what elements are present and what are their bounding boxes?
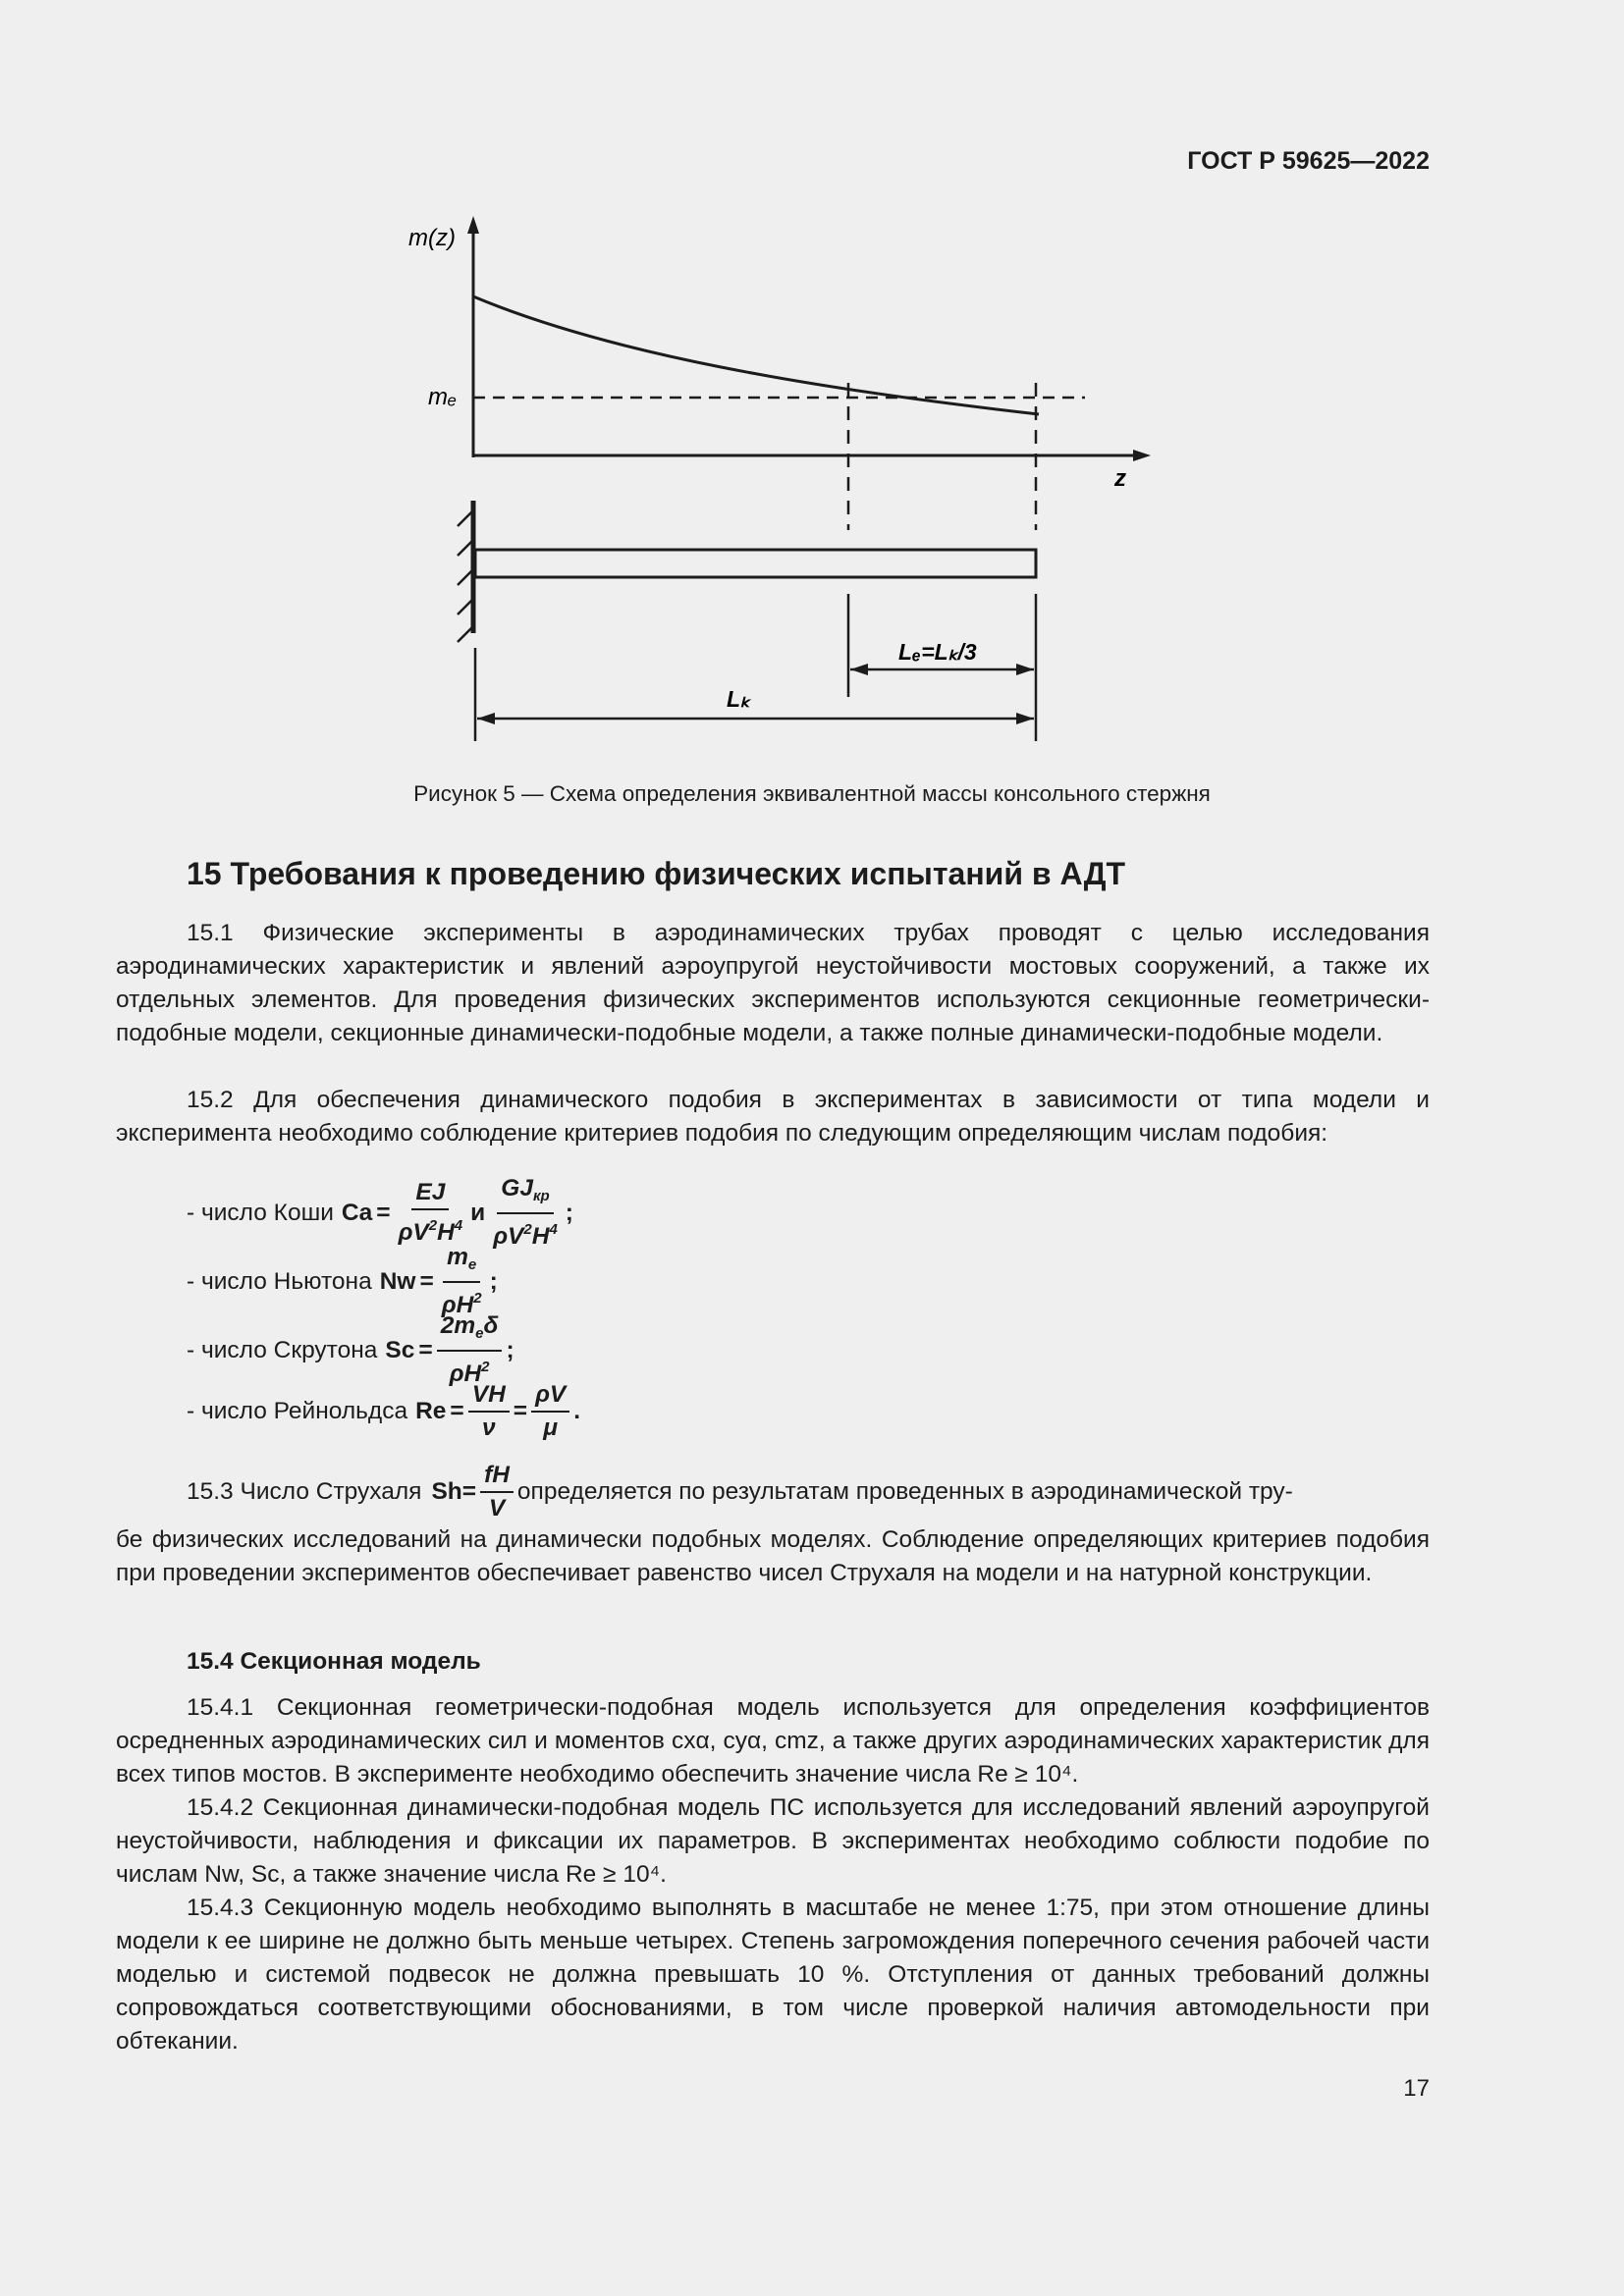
fraction: $\frac{VH}{\nu}$ [468, 1380, 510, 1443]
formula-scruton: - число Скрутона Sc = $\frac{2m_e\delta}{\rho H^2}$ ; [187, 1312, 514, 1387]
p15-3-end: определяется по результатам проведенных в аэродинамической тру- [516, 1478, 1293, 1505]
section-title: 15 Требования к проведению физических испытаний в АДТ [187, 856, 1126, 891]
dim-label-le: Lₑ=Lₖ/3 [898, 639, 977, 665]
paragraph-15-1: 15.1 Физические эксперименты в аэродинамических трубах проводят с целью исследования аэродинамических характеристик и явлений аэроупругой неустойчивости мостовых сооружений, а также их отдельных элементов. Для проведения физических экспериментов используются секционные геометрически-подобные модели, секционные динамически-подобные модели, а также полные динамически-подобные модели. [116, 920, 1430, 1046]
paragraph-15-2: 15.2 Для обеспечения динамического подобия в экспериментах в зависимости от типа модели и эксперимента необходимо соблюдение критериев подобия по следующим определяющим числам подобия: [116, 1087, 1430, 1147]
y-axis-label: m(z) [408, 225, 456, 251]
fraction: $\frac{2m_e\delta}{\rho H^2}$ [437, 1311, 503, 1389]
formula-symbol: Ca [341, 1199, 373, 1226]
figure-drawing [393, 216, 1159, 766]
dim-arrow [850, 664, 868, 675]
level-label: mₑ [428, 384, 458, 410]
y-axis-arrow [467, 216, 479, 234]
formula-cauchy: - число Коши Ca = $\frac{EJ}{\rho V^2H^4}$ и $\frac{GJ_{кр}}{\rho V^2H^4}$ ; [187, 1175, 573, 1250]
formula-reynolds: - число Рейнольдса Re = $\frac{VH}{\nu}$ = $\frac{\rho V}{\mu}$ . [187, 1381, 581, 1441]
paragraph-15-4-3: 15.4.3 Секционную модель необходимо выполнять в масштабе не менее 1:75, при этом отношение длины модели к ее ширине не должно быть меньше четырех. Степень загромождения поперечного сечения рабочей части моделью и системой подвесок не должна превышать 10 %. Отступления от данных требований должны сопровождаться соответствующими обоснованиями, в том числе проверкой наличия автомодельности при обтекании. [116, 1895, 1430, 2055]
fraction: $\frac{GJ_{кр}}{\rho V^2H^4}$ [493, 1175, 558, 1250]
page-number: 17 [1403, 2075, 1430, 2102]
paragraph-15-3-cont: бе физических исследований на динамически подобных моделях. Соблюдение определяющих критериев подобия при проведении экспериментов обеспечивает равенство чисел Струхаля на модели и на натурной конструкции. [116, 1526, 1430, 1586]
dim-arrow [1016, 664, 1034, 675]
formula-label: - число Ньютона [187, 1267, 372, 1295]
and-word: и [470, 1199, 486, 1226]
cantilever-beam [475, 550, 1036, 577]
formula-symbol: Nw [379, 1267, 416, 1295]
strouhal-symbol: Sh [431, 1478, 462, 1505]
dim-label-lk: Lₖ [727, 686, 750, 712]
wall-hatch [458, 626, 473, 642]
dim-arrow [477, 713, 495, 724]
formula-label: - число Скрутона [187, 1336, 378, 1363]
formula-symbol: Sc [385, 1336, 415, 1363]
fraction: $\frac{m_e}{\rho H^2}$ [441, 1244, 482, 1318]
formula-symbol: Re [415, 1398, 447, 1424]
paragraph-15-4-1: 15.4.1 Секционная геометрически-подобная модель используется для определения коэффициентов осредненных аэродинамических сил и моментов cxα, cyα, cmz, а также других аэродинамических характеристик для всех типов мостов. В эксперименте необходимо обеспечить значение числа Re ≥ 10⁴. [116, 1694, 1430, 1788]
dim-arrow [1016, 713, 1034, 724]
subsection-15-4: 15.4 Секционная модель [187, 1648, 481, 1675]
fraction: $\frac{fH}{V}$ [480, 1461, 514, 1523]
paragraph-15-4-2: 15.4.2 Секционная динамически-подобная модель ПС используется для исследований явлений аэроупругой неустойчивости, наблюдения и фиксации их параметров. В экспериментах необходимо соблюсти подобие по числам Nw, Sc, а также значение числа Re ≥ 10⁴. [116, 1794, 1430, 1888]
figure-cantilever-scheme [393, 216, 1159, 766]
p15-3-start: 15.3 Число Струхаля [187, 1478, 422, 1505]
paragraph-15-3-line: 15.3 Число Струхаля Sh = $\frac{fH}{V}$ определяется по результатам проведенных в аэродинамической тру- [116, 1461, 1430, 1523]
formula-label: - число Коши [187, 1199, 334, 1226]
figure-caption: Рисунок 5 — Схема определения эквивалентной массы консольного стержня [413, 781, 1211, 806]
formula-newton: - число Ньютона Nw = $\frac{m_e}{\rho H^2}$ ; [187, 1244, 498, 1318]
fraction: $\frac{\rho V}{\mu}$ [531, 1380, 569, 1443]
formula-label: - число Рейнольдса [187, 1398, 408, 1424]
x-axis-label: z [1114, 465, 1126, 492]
document-number: ГОСТ Р 59625—2022 [1187, 147, 1430, 175]
x-axis-arrow [1133, 450, 1151, 461]
fraction: $\frac{EJ}{\rho V^2H^4}$ [398, 1179, 463, 1246]
